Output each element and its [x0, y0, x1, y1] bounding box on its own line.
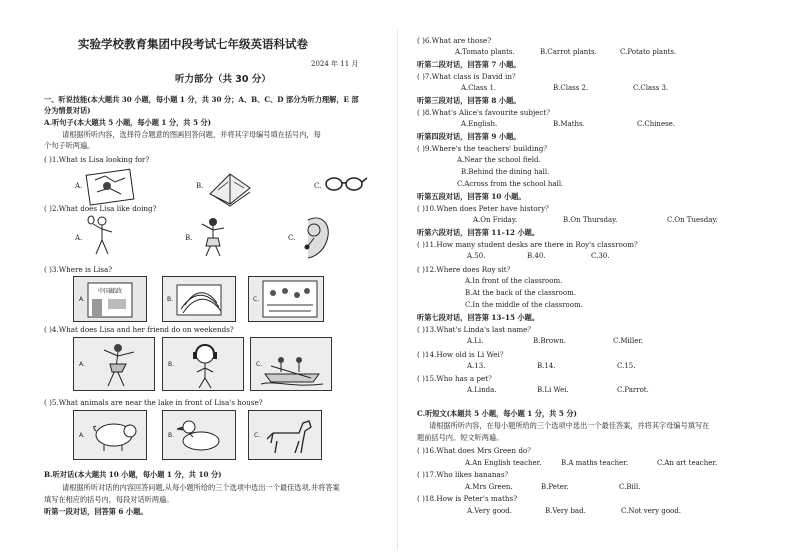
- q3-post-office-picture: [73, 276, 147, 322]
- question-4: ( )4.What does Lisa and her friend do on weekends?: [44, 325, 234, 334]
- part-c-instruction: 请根据所听内容，在每小题所给的三个选项中选出一个最佳答案，并将其字母编号填写在: [429, 421, 710, 430]
- q14-option-a: A.13.: [467, 362, 486, 370]
- post-office-sign: 中国邮政: [97, 288, 123, 295]
- q3-option-a-label: A.: [79, 296, 85, 303]
- q18-option-a: A.Very good.: [467, 507, 512, 515]
- q4-option-c-label: C.: [256, 361, 263, 368]
- q9-option-a: A.Near the school field.: [457, 156, 541, 164]
- column-divider: [397, 30, 398, 550]
- q8-option-a: A.English.: [461, 120, 498, 128]
- q13-option-b: B.Brown.: [533, 337, 566, 345]
- q5-horse-picture: [248, 410, 322, 460]
- question-16: ( )16.What does Mrs Green do？: [417, 446, 535, 455]
- question-7: ( )7.What class is David in？: [417, 72, 520, 81]
- question-2: ( )2.What does Lisa like doing?: [44, 204, 157, 213]
- q15-option-a: A.Linda.: [467, 386, 497, 394]
- question-6: ( )6.What are those?: [417, 36, 492, 45]
- q2-option-c-label: C.: [288, 234, 296, 242]
- q1-option-c-label: C.: [314, 182, 322, 190]
- q1-glasses-picture: [322, 172, 368, 194]
- question-18: ( )18.How is Peter's maths?: [417, 494, 518, 503]
- q6-option-c: C.Potato plants.: [620, 48, 677, 56]
- q13-option-a: A.Li.: [467, 337, 484, 345]
- q1-option-b-label: B.: [196, 182, 204, 190]
- q11-option-b: B.40.: [527, 252, 546, 260]
- q1-option-a-label: A.: [75, 182, 83, 190]
- question-17: ( )17.Who likes bananas？: [417, 470, 512, 479]
- q9-option-c: C.Across from the school hall.: [457, 180, 564, 188]
- q18-option-c: C.Not very good.: [621, 507, 681, 515]
- question-3: ( )3.Where is Lisa?: [44, 265, 113, 274]
- q5-option-a-label: A.: [79, 432, 85, 439]
- dialogue-3-note: 听第三段对话，回答第 8 小题。: [417, 96, 521, 105]
- question-5: ( )5.What animals are near the lake in front of Lisa's house?: [44, 398, 263, 407]
- dialogue-2-note: 听第二段对话，回答第 7 小题。: [417, 60, 521, 69]
- question-12: ( )12.Where does Roy sit？: [417, 265, 514, 274]
- part-a-heading: A.听句子(本大题共 5 小题，每小题 1 分，共 5 分): [44, 118, 212, 127]
- question-11: ( )11.How many student desks are there in Roy's classroom？: [417, 240, 642, 249]
- exam-title: 实验学校教育集团中段考试七年级英语科试卷: [78, 37, 308, 51]
- q11-option-c: C.30.: [591, 252, 610, 260]
- question-10: ( )10.When does Peter have history？: [417, 204, 553, 213]
- q11-option-a: A.50.: [467, 252, 486, 260]
- q2-option-b-label: B.: [185, 234, 193, 242]
- q14-option-b: B.14.: [537, 362, 556, 370]
- question-1: ( )1.What is Lisa looking for?: [44, 155, 150, 164]
- dialogue-1-note: 听第一段对话，回答第 6 小题。: [44, 507, 148, 516]
- q5-option-b-label: B.: [168, 432, 175, 439]
- question-13: ( )13.What's Linda's last name？: [417, 325, 535, 334]
- q5-duck-picture: [162, 410, 236, 460]
- q2-dancer-picture: [196, 216, 230, 260]
- q4-listening-music-picture: [162, 337, 244, 391]
- q16-option-b: B.A maths teacher.: [561, 459, 629, 467]
- q6-option-a: A.Tomato plants.: [455, 48, 515, 56]
- q3-sports-field-picture: [162, 276, 236, 322]
- q12-option-b: B.At the back of the classroom.: [465, 289, 576, 297]
- q1-book-picture: [204, 164, 256, 208]
- q3-option-b-label: B.: [167, 296, 174, 303]
- q4-option-b-label: B.: [168, 361, 175, 368]
- question-14: ( )14.How old is Li Wei？: [417, 350, 508, 359]
- q14-option-c: C.15.: [617, 362, 636, 370]
- q7-option-b: B.Class 2.: [553, 84, 589, 92]
- part1-heading: 一、听说技能(本大题共 30 小题，每小题 1 分，共 30 分；A、B、C、D 部分为听力理解，E 部: [44, 95, 359, 104]
- part-b-instruction: 请根据所听对话的内容回答问题,从每小题所给的三个选项中选出一个最佳选项,并将答案: [62, 483, 340, 492]
- q16-option-c: C.An art teacher.: [657, 459, 718, 467]
- q7-option-a: A.Class 1.: [461, 84, 497, 92]
- part-b-instruction-cont: 填写在相应的括号内，每段对话听两遍。: [44, 495, 174, 504]
- q5-option-c-label: C.: [254, 432, 261, 439]
- q9-option-b: B.Behind the dining hall.: [461, 168, 550, 176]
- part-c-heading: C.听短文(本题共 5 小题，每小题 1 分，共 5 分): [417, 409, 577, 418]
- q1-map-picture: [85, 166, 137, 208]
- q15-option-c: C.Parrot.: [617, 386, 649, 394]
- section-title: 听力部分（共 30 分）: [175, 74, 271, 85]
- q16-option-a: A.An English teacher.: [465, 459, 542, 467]
- q6-option-b: B.Carrot plants.: [540, 48, 597, 56]
- q12-option-a: A.In front of the classroom.: [465, 277, 563, 285]
- part1-heading-cont: 分为情景对话): [44, 106, 91, 115]
- part-b-heading: B.听对话(本大题共 10 小题，每小题 1 分，共 10 分): [44, 470, 222, 479]
- dialogue-5-note: 听第五段对话，回答第 10 小题。: [417, 192, 526, 201]
- q8-option-b: B.Maths.: [553, 120, 585, 128]
- q17-option-c: C.Bill.: [619, 483, 641, 491]
- q3-classroom-picture: [248, 276, 324, 322]
- part-a-instruction-cont: 个句子听两遍。: [44, 141, 95, 150]
- question-8: ( )8.What's Alice's favourite subject？: [417, 108, 554, 117]
- q10-option-c: C.On Tuesday.: [667, 216, 718, 224]
- question-15: ( )15.Who has a pet？: [417, 374, 496, 383]
- q2-singer-picture: [298, 214, 338, 260]
- dialogue-6-note: 听第六段对话，回答第 11–12 小题。: [417, 228, 540, 237]
- q7-option-c: C.Class 3.: [633, 84, 669, 92]
- exam-date: 2024 年 11 月: [311, 60, 359, 68]
- part-a-instruction: 请根据所听内容，选择符合题意的图画回答问题，并将其字母编号填在括号内，每: [62, 130, 321, 139]
- q5-pig-picture: [73, 410, 147, 460]
- q4-rowing-picture: [250, 337, 332, 391]
- q3-option-c-label: C.: [253, 296, 260, 303]
- q12-option-c: C.In the middle of the classroom.: [465, 301, 583, 309]
- dialogue-4-note: 听第四段对话，回答第 9 小题。: [417, 132, 521, 141]
- q4-option-a-label: A.: [79, 361, 85, 368]
- q17-option-b: B.Peter.: [541, 483, 569, 491]
- q2-tennis-player-picture: [85, 214, 119, 258]
- part-c-instruction-cont: 题前括号内。短文听两遍。: [417, 433, 504, 442]
- q13-option-c: C.Miller.: [613, 337, 644, 345]
- q2-option-a-label: A.: [75, 234, 83, 242]
- q15-option-b: B.Li Wei.: [537, 386, 569, 394]
- q8-option-c: C.Chinese.: [637, 120, 676, 128]
- q17-option-a: A.Mrs Green.: [465, 483, 513, 491]
- q10-option-a: A.On Friday.: [473, 216, 518, 224]
- dialogue-7-note: 听第七段对话，回答第 13–15 小题。: [417, 313, 540, 322]
- q10-option-b: B.On Thursday.: [563, 216, 618, 224]
- q18-option-b: B.Very bad.: [545, 507, 586, 515]
- q4-ballet-picture: [73, 337, 155, 391]
- question-9: ( )9.Where's the teachers' building？: [417, 144, 551, 153]
